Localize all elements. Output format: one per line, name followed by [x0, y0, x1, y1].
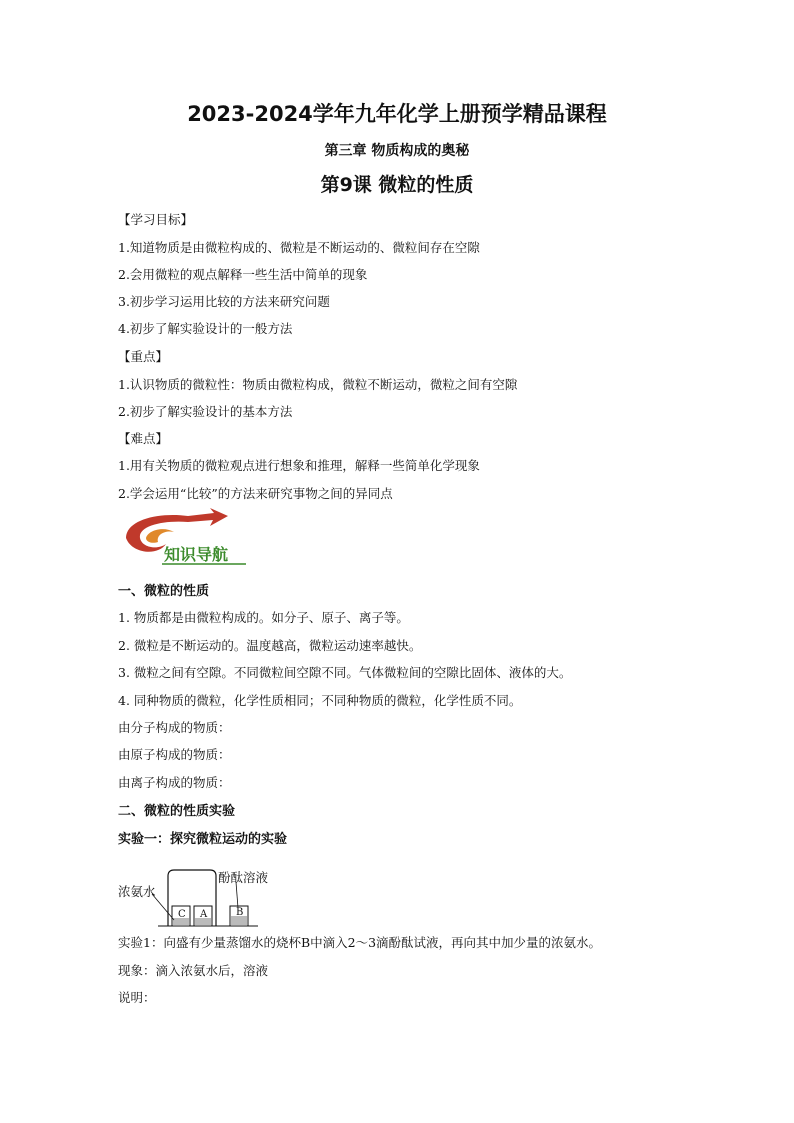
property-item: 4. 同种物质的微粒，化学性质相同；不同种物质的微粒，化学性质不同。	[118, 693, 522, 708]
objective-item: 4.初步了解实验设计的一般方法	[118, 321, 293, 336]
key-point-item: 1.认识物质的微粒性：物质由微粒构成，微粒不断运动，微粒之间有空隙	[118, 377, 518, 392]
experiment1-title: 实验一：探究微粒运动的实验	[118, 832, 288, 847]
fill-line-ions: 由离子构成的物质：	[118, 775, 231, 790]
chapter-title: 第三章 物质构成的奥秘	[324, 143, 470, 159]
experiment1-step: 实验1：向盛有少量蒸馏水的烧杯B中滴入2～3滴酚酞试液，再向其中加少量的浓氨水。	[118, 935, 602, 950]
property-item: 2. 微粒是不断运动的。温度越高，微粒运动速率越快。	[118, 638, 422, 653]
beaker-a-label: A	[200, 909, 208, 920]
key-point-item: 2.初步了解实验设计的基本方法	[118, 404, 293, 419]
observation-line: 现象：滴入浓氨水后，溶液	[118, 963, 269, 978]
section1-heading: 一、微粒的性质	[118, 584, 210, 599]
objective-item: 1.知道物质是由微粒构成的、微粒是不断运动的、微粒间存在空隙	[118, 240, 480, 255]
beaker-b-label: B	[236, 907, 244, 918]
section2-heading: 二、微粒的性质实验	[118, 804, 236, 819]
difficulty-item: 1.用有关物质的微粒观点进行想象和推理，解释一些简单化学现象	[118, 458, 480, 473]
knowledge-navigation-banner	[118, 508, 248, 570]
ammonia-label: 浓氨水	[118, 884, 156, 899]
key-points-heading: 【重点】	[118, 349, 169, 364]
explanation-line: 说明：	[118, 990, 156, 1005]
lesson-title: 第9课 微粒的性质	[320, 174, 474, 196]
experiment-apparatus-figure	[118, 868, 288, 928]
banner-inner-swoosh-icon	[146, 529, 174, 543]
difficulty-item: 2.学会运用“比较”的方法来研究事物之间的异同点	[118, 486, 393, 501]
objective-item: 3.初步学习运用比较的方法来研究问题	[118, 294, 330, 309]
objective-item: 2.会用微粒的观点解释一些生活中简单的现象	[118, 267, 368, 282]
difficulties-heading: 【难点】	[118, 431, 169, 446]
fill-line-atoms: 由原子构成的物质：	[118, 747, 231, 762]
property-item: 3. 微粒之间有空隙。不同微粒间空隙不同。气体微粒间的空隙比固体、液体的大。	[118, 665, 572, 680]
bell-jar-icon	[168, 870, 216, 926]
document-title: 2023-2024学年九年化学上册预学精品课程	[187, 102, 607, 126]
property-item: 1. 物质都是由微粒构成的。如分子、原子、离子等。	[118, 610, 409, 625]
beaker-c-label: C	[178, 909, 186, 920]
objectives-heading: 【学习目标】	[118, 212, 194, 227]
phenolphthalein-label: 酚酞溶液	[218, 870, 269, 885]
banner-text: 知识导航	[164, 545, 229, 564]
fill-line-molecules: 由分子构成的物质：	[118, 720, 231, 735]
